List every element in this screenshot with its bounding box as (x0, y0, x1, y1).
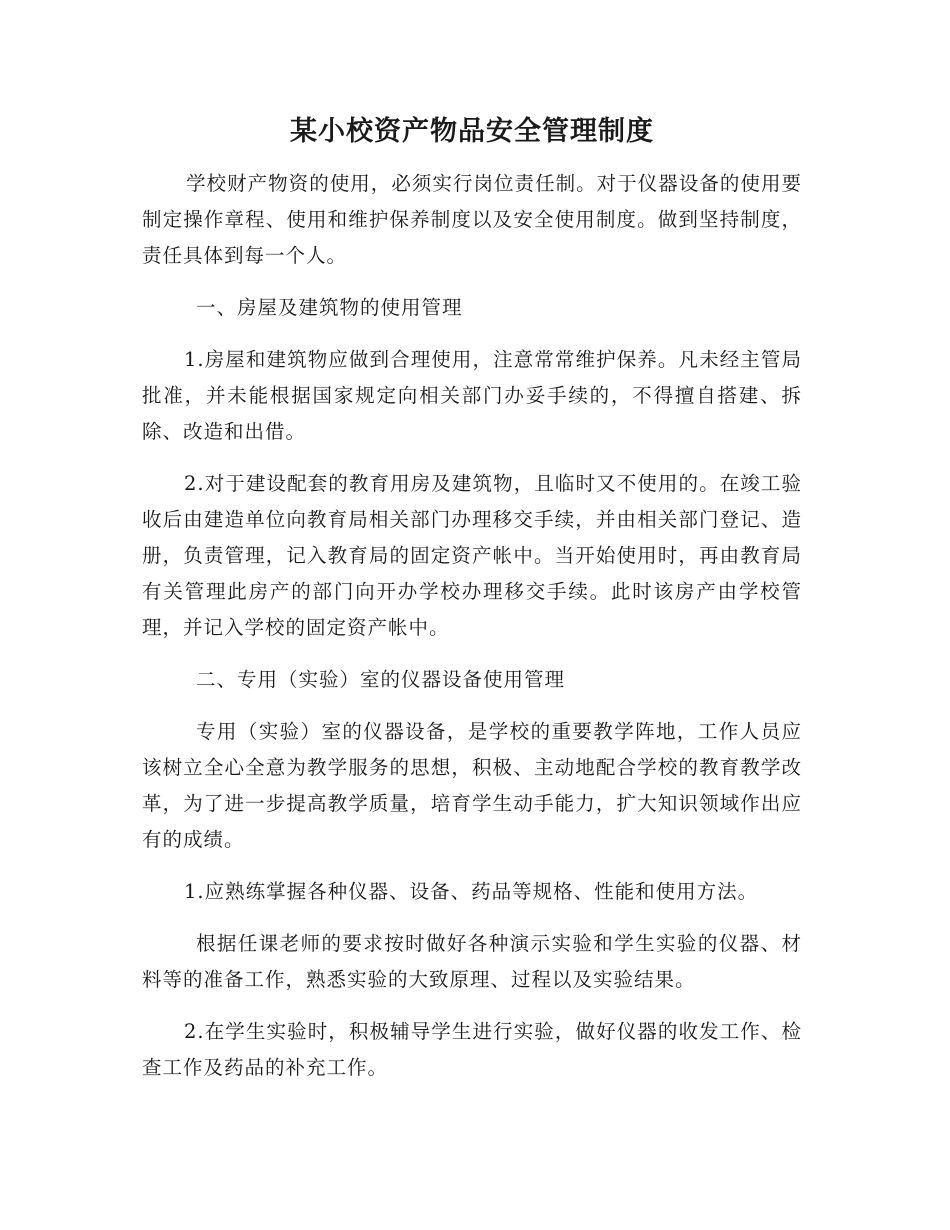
document-page (142, 108, 802, 1086)
section-2-heading: 二、专用（实验）室的仪器设备使用管理 (196, 668, 566, 691)
section-1-heading: 一、房屋及建筑物的使用管理 (196, 296, 463, 319)
section-2-item-1-detail: 根据任课老师的要求按时做好各种演示实验和学生实验的仪器、材料等的准备工作，熟悉实验的大致原理、过程以及实验结果。 (142, 932, 802, 991)
section-1-item-2: 2.对于建设配套的教育用房及建筑物，且临时又不使用的。在竣工验收后由建造单位向教育局相关部门办理移交手续，并由相关部门登记、造册，负责管理，记入教育局的固定资产帐中。当开始使用时，再由教育局有关管理此房产的部门向开办学校办理移交手续。此时该房产由学校管理，并记入学校的固定资产帐中。 (142, 472, 802, 639)
section-1-item-1: 1.房屋和建筑物应做到合理使用，注意常常维护保养。凡未经主管局批准，并未能根据国家规定向相关部门办妥手续的，不得擅自搭建、拆除、改造和出借。 (142, 348, 802, 443)
document-title: 某小校资产物品安全管理制度 (290, 116, 654, 147)
section-2-intro: 专用（实验）室的仪器设备，是学校的重要教学阵地，工作人员应该树立全心全意为教学服务的思想，积极、主动地配合学校的教育教学改革，为了进一步提高教学质量，培育学生动手能力，扩大知识领域作出应有的成绩。 (142, 720, 802, 851)
section-2-item-1: 1.应熟练掌握各种仪器、设备、药品等规格、性能和使用方法。 (184, 880, 759, 903)
section-2-item-2: 2.在学生实验时，积极辅导学生进行实验，做好仪器的收发工作、检查工作及药品的补充工作。 (142, 1020, 802, 1079)
intro-paragraph: 学校财产物资的使用，必须实行岗位责任制。对于仪器设备的使用要制定操作章程、使用和维护保养制度以及安全使用制度。做到坚持制度，责任具体到每一个人。 (142, 172, 802, 267)
